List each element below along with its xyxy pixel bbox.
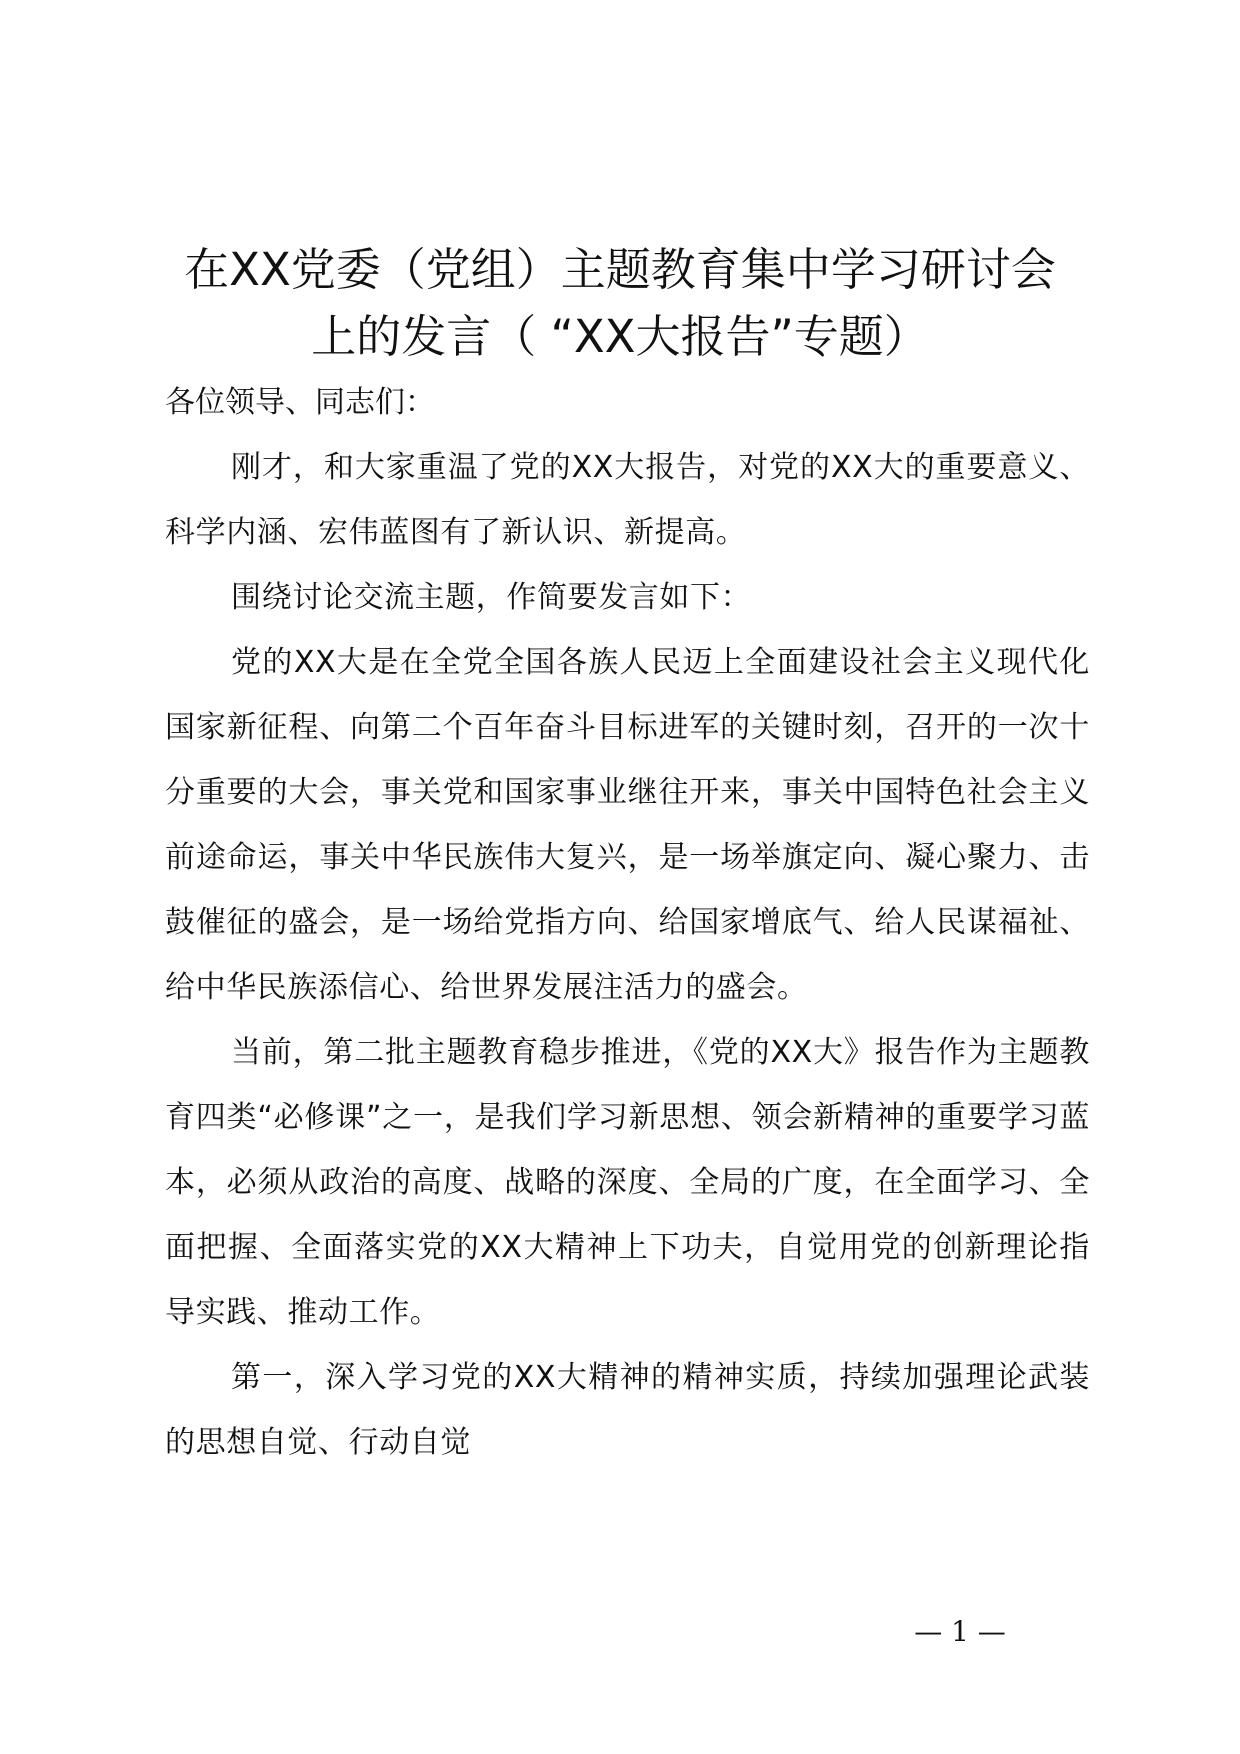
title-line-1: 在XX党委（党组）主题教育集中学习研讨会 xyxy=(184,243,1056,296)
salutation: 各位领导、同志们： xyxy=(165,385,435,420)
page-number: — 1 — xyxy=(914,1615,1006,1648)
document-body xyxy=(165,370,1090,1475)
paragraph-2: 围绕讨论交流主题，作简要发言如下： xyxy=(231,580,752,615)
paragraph-5-heading: 第一，深入学习党的XX大精神的精神实质，持续加强理论武装的思想自觉、行动自觉 xyxy=(165,1360,1090,1460)
title-line-2: 上的发言（ “XX大报告”专题） xyxy=(311,310,929,363)
paragraph-3: 党的XX大是在全党全国各族人民迈上全面建设社会主义现代化国家新征程、向第二个百年奋斗目标进军的关键时刻，召开的一次十分重要的大会，事关党和国家事业继往开来，事关中国特色社会主义前途命运，事关中华民族伟大复兴，是一场举旗定向、凝心聚力、击鼓催征的盛会，是一场给党指方向、给国家增底气、给人民谋福祉、给中华民族添信心、给世界发展注活力的盛会。 xyxy=(165,645,1090,1005)
document-title xyxy=(150,236,1090,370)
paragraph-1: 刚才，和大家重温了党的XX大报告，对党的XX大的重要意义、科学内涵、宏伟蓝图有了新认识、新提高。 xyxy=(165,450,1090,550)
paragraph-4: 当前，第二批主题教育稳步推进，《党的XX大》报告作为主题教育四类“必修课”之一，是我们学习新思想、领会新精神的重要学习蓝本，必须从政治的高度、战略的深度、全局的广度，在全面学习、全面把握、全面落实党的XX大精神上下功夫，自觉用党的创新理论指导实践、推动工作。 xyxy=(165,1035,1090,1330)
